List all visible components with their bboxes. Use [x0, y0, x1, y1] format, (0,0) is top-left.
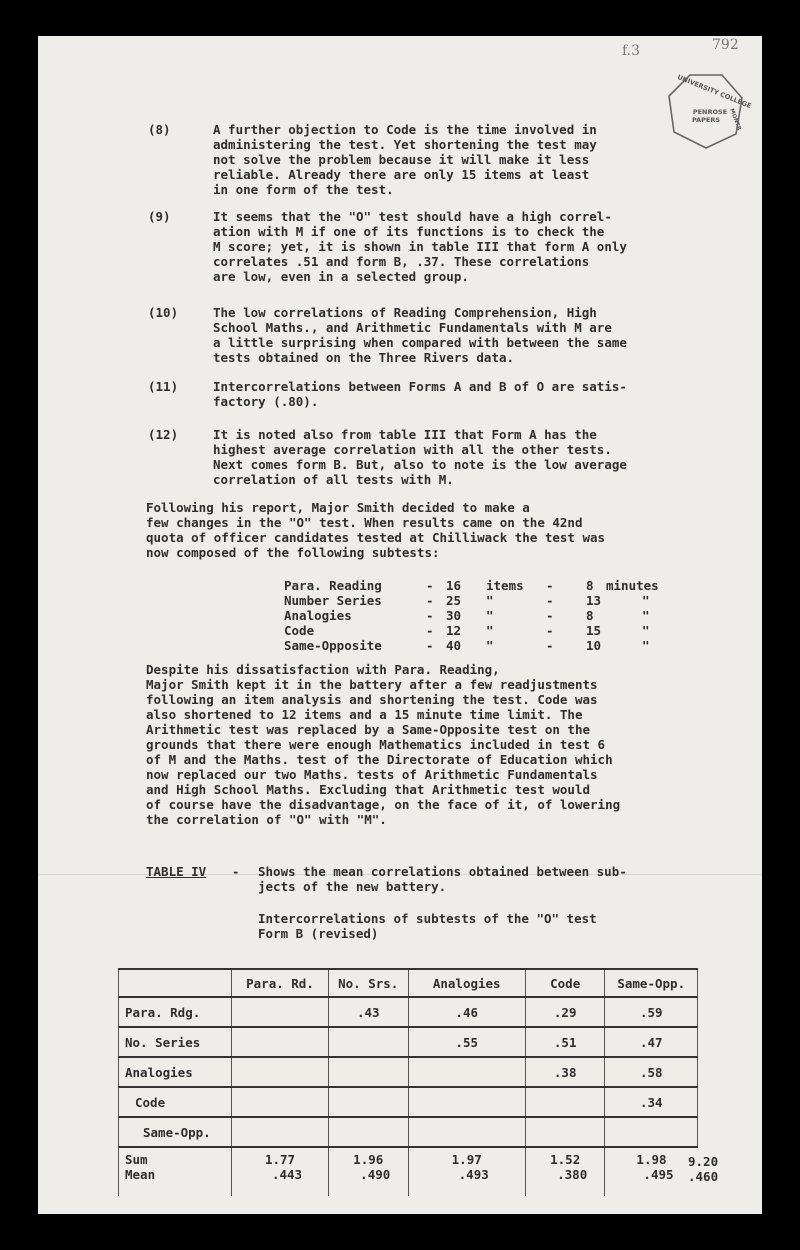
sum-mean-cell [328, 1147, 408, 1196]
table-cell [328, 1087, 408, 1117]
table-cell: .51 [525, 1027, 605, 1057]
table-cell: .59 [605, 997, 698, 1027]
table-row [119, 1057, 698, 1087]
sum-value: 1.97 [451, 1152, 482, 1167]
body-paragraph: Following his report, Major Smith decided to make a few changes in the "O" test. When results came on the 42nd quota of officer candidates tested at Chilliwack the test was now composed of the following subtests: [146, 500, 606, 560]
table-label-dash: - [232, 864, 240, 879]
row-label: No. Series [119, 1027, 232, 1057]
row-label: Code [119, 1087, 232, 1117]
body-paragraph: Despite his dissatisfaction with Para. Reading, Major Smith kept it in the battery after a few readjustments following an item analysis and shortening the test. Code was also shortened to 12 items and a 15 minute time limit. The Arithmetic test was replaced by a Same-Opposite test on the grounds that there were enough Mathematics included in test 6 of M and the Maths. test of the Directorate of Education which now replaced our two Maths. tests of Arithmetic Fundamentals and High School Maths. Excluding that Arithmetic test would of course have the disadvantage, on the face of it, of lowering the correlation of "O" with "M". [146, 662, 621, 827]
correlation-table [118, 968, 698, 1196]
table-row [119, 1117, 698, 1147]
mean-label: Mean [125, 1167, 156, 1182]
svg-text:PENROSE: PENROSE [692, 108, 728, 116]
table-header-row [119, 969, 698, 997]
table-header-cell: Same-Opp. [605, 969, 698, 997]
sum-mean-cell [605, 1147, 698, 1196]
subtest-row: Code - 12 " - 15 " [284, 623, 650, 638]
mean-value: .493 [458, 1167, 489, 1182]
item-text: It is noted also from table III that Form A has the highest average correlation with all the other tests. Next comes form B. But, also to note is the low average correlation of all tests with M. [213, 427, 627, 487]
item-number: (9) [148, 209, 171, 224]
subtest-list [284, 578, 664, 653]
document-page [38, 36, 762, 1214]
item-number: (11) [148, 379, 179, 394]
table-label: TABLE IV [146, 864, 207, 879]
table-cell [408, 1057, 525, 1087]
table-cell [232, 1087, 329, 1117]
sum-mean-cell [525, 1147, 605, 1196]
item-text: A further objection to Code is the time involved in administering the test. Yet shortening the test may not solve the problem because it will make it less reliable. Already there are only 15 items at least in one form of the test. [213, 122, 597, 197]
row-label: Para. Rdg. [119, 997, 232, 1027]
svg-text:PAPERS: PAPERS [691, 116, 721, 124]
table-header-cell: Code [525, 969, 605, 997]
table-cell: .55 [408, 1027, 525, 1057]
table-header-cell: No. Srs. [328, 969, 408, 997]
table-cell [525, 1087, 605, 1117]
total-mean: .460 [688, 1169, 719, 1184]
table-cell [408, 1087, 525, 1117]
table-cell [328, 1027, 408, 1057]
table-cell [232, 1117, 329, 1147]
table-row [119, 1087, 698, 1117]
table-cell [408, 1117, 525, 1147]
row-label: Same-Opp. [119, 1117, 232, 1147]
subtest-row: Number Series - 25 " - 13 " [284, 593, 650, 608]
table-cell [328, 1057, 408, 1087]
subtest-row: Analogies - 30 " - 8 " [284, 608, 650, 623]
mean-value: .490 [360, 1167, 391, 1182]
table-cell [605, 1117, 698, 1147]
mean-value: .443 [271, 1167, 303, 1182]
sum-mean-cell [408, 1147, 525, 1196]
sum-label: Sum [125, 1152, 148, 1167]
table-cell: .38 [525, 1057, 605, 1087]
sum-value: 1.98 [636, 1152, 667, 1167]
table-header-cell: Para. Rd. [232, 969, 329, 997]
sum-value: 1.52 [550, 1152, 581, 1167]
item-number: (8) [148, 122, 171, 137]
table-cell: .29 [525, 997, 605, 1027]
table-cell: .34 [605, 1087, 698, 1117]
table-description: Shows the mean correlations obtained between sub- jects of the new battery. [258, 864, 627, 894]
table-cell [232, 997, 329, 1027]
mean-value: .495 [643, 1167, 674, 1182]
item-text: The low correlations of Reading Comprehension, High School Maths., and Arithmetic Fundamentals with M are a little surprising when compared with between the same tests obtained on the Three Rivers data. [213, 305, 627, 365]
item-text: It seems that the "O" test should have a high correl- ation with M if one of its functions is to check the M score; yet, it is shown in table III that form A only correlates .51 and form B, .37. These correlations are low, even in a selected group. [213, 209, 627, 284]
sum-value: 1.77 [264, 1152, 296, 1167]
table-cell: .46 [408, 997, 525, 1027]
table-cell: .47 [605, 1027, 698, 1057]
table-sum-row [119, 1147, 698, 1196]
sum-value: 1.96 [353, 1152, 384, 1167]
table-cell [328, 1117, 408, 1147]
table-header-cell [119, 969, 232, 997]
table-cell: .58 [605, 1057, 698, 1087]
table-cell: .43 [328, 997, 408, 1027]
table-row [119, 997, 698, 1027]
table-header-cell: Analogies [408, 969, 525, 997]
item-number: (12) [148, 427, 179, 442]
subtest-row: Para. Reading - 16 items - 8 minutes [284, 578, 659, 593]
sum-mean-label [119, 1147, 232, 1196]
table-cell [232, 1027, 329, 1057]
table-subtitle: Intercorrelations of subtests of the "O" test Form B (revised) [258, 911, 597, 941]
item-text: Intercorrelations between Forms A and B of O are satis- factory (.80). [213, 379, 627, 409]
row-label: Analogies [119, 1057, 232, 1087]
subtest-row: Same-Opposite - 40 " - 10 " [284, 638, 650, 653]
svg-text:UNIVERSITY COLLEGE: UNIVERSITY COLLEGE [676, 73, 753, 111]
table-cell [525, 1117, 605, 1147]
svg-text:MONTR: MONTR [728, 107, 742, 132]
folio-mark: f.3 [622, 43, 641, 59]
sum-mean-cell [232, 1147, 329, 1196]
table-cell [232, 1057, 329, 1087]
item-number: (10) [148, 305, 179, 320]
total-sum: 9.20 [688, 1154, 719, 1169]
table-row [119, 1027, 698, 1057]
mean-value: .380 [557, 1167, 588, 1182]
grand-total [688, 1154, 718, 1184]
page-number: 792 [712, 37, 739, 53]
